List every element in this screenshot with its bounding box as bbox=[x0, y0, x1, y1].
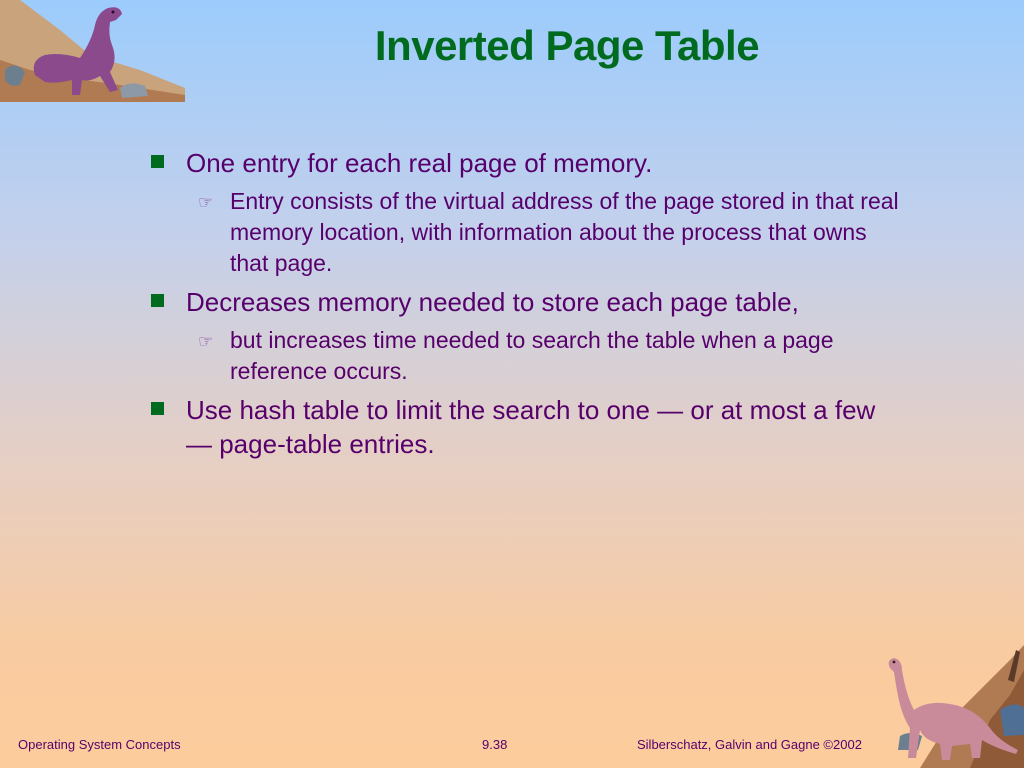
bullet-text: One entry for each real page of memory. bbox=[186, 148, 653, 178]
footer-copyright: Silberschatz, Galvin and Gagne ©2002 bbox=[637, 737, 862, 752]
pointing-hand-icon: ☞ bbox=[198, 332, 214, 351]
bullet-text: Use hash table to limit the search to one — or at most a few — page-table entries. bbox=[186, 395, 876, 459]
slide-title: Inverted Page Table bbox=[374, 22, 760, 69]
square-bullet-icon bbox=[151, 155, 164, 168]
square-bullet-icon bbox=[151, 294, 164, 307]
bullet-item bbox=[148, 146, 908, 180]
bullet-list bbox=[148, 146, 908, 467]
footer-slide-number: 9.38 bbox=[482, 737, 508, 752]
bullet-item bbox=[148, 285, 908, 319]
bullet-text: Decreases memory needed to store each page table, bbox=[186, 287, 799, 317]
sub-bullet-item bbox=[148, 186, 908, 279]
sub-bullet-item bbox=[148, 325, 908, 387]
sub-bullet-text: but increases time needed to search the table when a page reference occurs. bbox=[230, 327, 834, 384]
sub-bullet-text: Entry consists of the virtual address of the page stored in that real memory location, with information about the process that owns that page. bbox=[230, 188, 899, 276]
pointing-hand-icon: ☞ bbox=[198, 193, 214, 212]
brontosaurus-illustration bbox=[880, 640, 1024, 768]
footer-course-name: Operating System Concepts bbox=[18, 737, 181, 752]
square-bullet-icon bbox=[151, 402, 164, 415]
bullet-item bbox=[148, 393, 908, 461]
